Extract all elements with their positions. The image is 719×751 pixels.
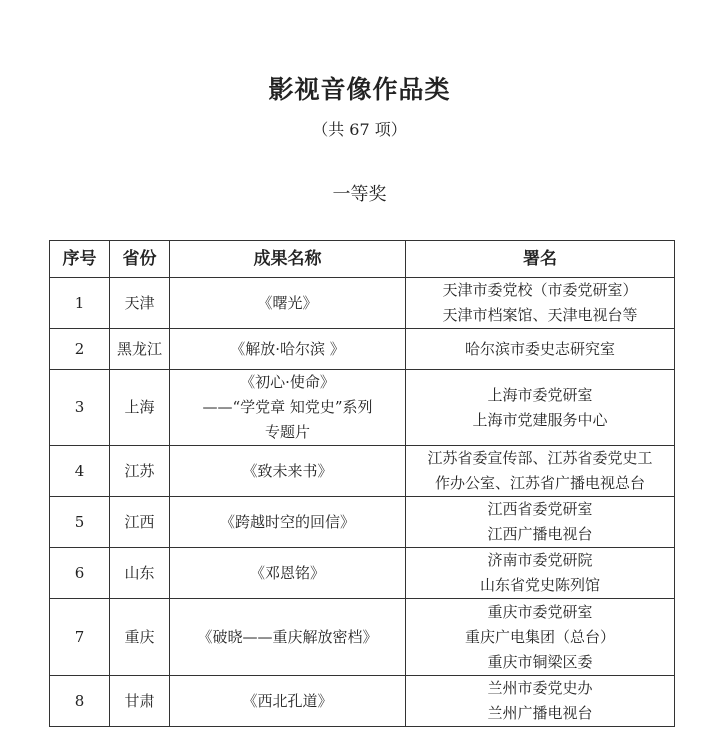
row-number: 4 — [50, 446, 110, 497]
author-line: 山东省党史陈列馆 — [479, 576, 600, 594]
work-title-line: 《邓恩铭》 — [249, 563, 325, 582]
row-province: 上海 — [110, 370, 170, 446]
row-authors — [406, 497, 675, 548]
row-authors — [406, 446, 675, 497]
author-line: 江苏省委宣传部、江苏省委党史工 — [427, 449, 653, 467]
awards-table — [49, 240, 675, 727]
work-title-line: 《解放·哈尔滨 》 — [230, 339, 345, 358]
row-number: 7 — [50, 599, 110, 676]
table-row — [50, 497, 675, 548]
row-work-title — [170, 370, 406, 446]
document-title: 影视音像作品类 — [268, 75, 451, 104]
row-number: 1 — [50, 278, 110, 329]
author-line: 重庆广电集团（总台） — [464, 627, 615, 646]
work-title-line: 专题片 — [264, 423, 310, 441]
row-number: 2 — [50, 329, 110, 370]
row-work-title — [170, 676, 406, 727]
row-work-title — [170, 599, 406, 676]
table-row — [50, 329, 675, 370]
row-work-title — [170, 278, 406, 329]
row-number: 3 — [50, 370, 110, 446]
row-province: 山东 — [110, 548, 170, 599]
col-header-authors: 署名 — [406, 241, 675, 278]
row-province: 江西 — [110, 497, 170, 548]
row-authors — [406, 676, 675, 727]
work-title-line: 《破晓——重庆解放密档》 — [197, 627, 378, 646]
row-work-title — [170, 446, 406, 497]
table-row — [50, 278, 675, 329]
row-authors — [406, 370, 675, 446]
author-line: 兰州广播电视台 — [487, 704, 593, 722]
row-authors — [406, 548, 675, 599]
author-line: 天津市委党校（市委党研室） — [442, 281, 638, 299]
author-line: 作办公室、江苏省广播电视总台 — [434, 474, 645, 492]
table-row — [50, 548, 675, 599]
item-count: （共 67 项） — [312, 120, 407, 139]
author-line: 兰州市委党史办 — [487, 679, 593, 697]
author-line: 上海市党建服务中心 — [472, 410, 608, 429]
row-authors — [406, 599, 675, 676]
row-work-title — [170, 329, 406, 370]
author-line: 重庆市委党研室 — [487, 602, 593, 621]
work-title-line: 《致未来书》 — [242, 461, 333, 480]
row-number: 6 — [50, 548, 110, 599]
row-number: 5 — [50, 497, 110, 548]
author-line: 天津市档案馆、天津电视台等 — [442, 306, 638, 324]
row-work-title — [170, 497, 406, 548]
author-line: 哈尔滨市委史志研究室 — [464, 339, 615, 358]
author-line: 济南市委党研院 — [487, 551, 593, 569]
author-line: 上海市委党研室 — [487, 385, 593, 404]
row-province: 甘肃 — [110, 676, 170, 727]
row-number: 8 — [50, 676, 110, 727]
table-header-row — [50, 241, 675, 278]
row-authors — [406, 329, 675, 370]
col-header-work-title: 成果名称 — [170, 241, 406, 278]
author-line: 重庆市铜梁区委 — [487, 652, 593, 671]
work-title-line: ——“学党章 知党史”系列 — [202, 398, 373, 416]
row-province: 天津 — [110, 278, 170, 329]
table-row — [50, 446, 675, 497]
row-province: 重庆 — [110, 599, 170, 676]
table-row — [50, 370, 675, 446]
work-title-line: 《跨越时空的回信》 — [219, 512, 355, 531]
work-title-line: 《西北孔道》 — [242, 691, 333, 710]
author-line: 江西广播电视台 — [487, 525, 593, 543]
work-title-line: 《初心·使命》 — [240, 373, 335, 391]
row-work-title — [170, 548, 406, 599]
row-province: 江苏 — [110, 446, 170, 497]
author-line: 江西省委党研室 — [487, 500, 593, 518]
row-authors — [406, 278, 675, 329]
col-header-number: 序号 — [50, 241, 110, 278]
col-header-province: 省份 — [110, 241, 170, 278]
table-row — [50, 676, 675, 727]
row-province: 黑龙江 — [110, 329, 170, 370]
award-level-heading: 一等奖 — [332, 184, 387, 205]
table-row — [50, 599, 675, 676]
work-title-line: 《曙光》 — [257, 293, 318, 312]
